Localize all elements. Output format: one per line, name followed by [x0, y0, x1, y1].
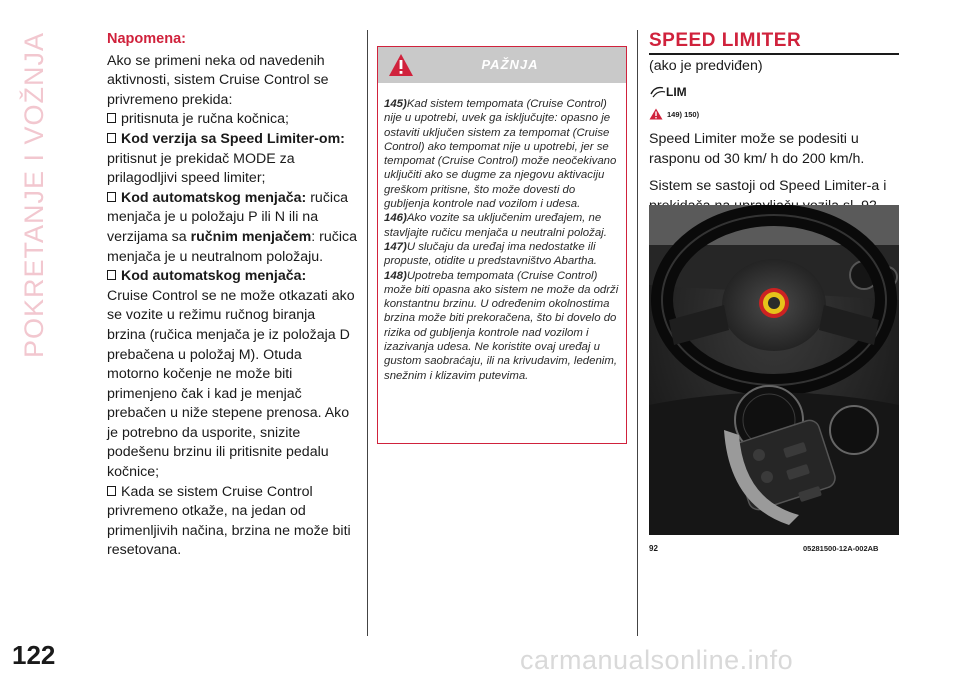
- warning-references: [649, 108, 899, 120]
- warning-item: [384, 240, 620, 269]
- column-divider: [367, 30, 368, 636]
- watermark: carmanualsonline.info: [520, 645, 794, 675]
- note-heading: Napomena:: [107, 31, 186, 47]
- reference-numbers: 149) 150): [667, 109, 700, 119]
- checkbox-bullet-icon: [107, 133, 116, 143]
- warning-body: [378, 83, 626, 383]
- warning-item: [384, 269, 620, 383]
- note-item-1-text: pritisnuta je ručna kočnica;: [121, 111, 289, 128]
- speed-limiter-section: [649, 30, 899, 224]
- steering-wheel-photo: [649, 205, 899, 535]
- page-number: 122: [12, 640, 56, 670]
- warning-item-number: 147): [384, 240, 407, 253]
- note-intro: Ako se primeni neka od navedenih aktivnosti, sistem Cruise Control se privremeno prekida:: [107, 52, 329, 108]
- warning-item: [384, 211, 620, 240]
- section-title: SPEED LIMITER: [649, 30, 802, 51]
- body-paragraph: Sistem se sastoji od Speed Limiter-a i: [649, 178, 887, 195]
- warning-item-text: Ako vozite sa uključenim uređajem, ne stavljajte ručicu menjača u neutralni položaj.: [384, 212, 607, 239]
- figure-number: 92: [649, 544, 658, 553]
- warning-box: [377, 46, 627, 444]
- checkbox-bullet-icon: [107, 192, 116, 202]
- section-body: [649, 130, 899, 216]
- note-item-3: [107, 189, 357, 267]
- note-item-2-bold: Kod verzija sa Speed Limiter-om:: [121, 130, 345, 147]
- note-item-5: [107, 483, 357, 561]
- note-item-4: [107, 267, 357, 287]
- note-item-5-text: Kada se sistem Cruise Control privremeno otkaže, na jedan od primenljivih načina, brzina ne može biti resetovana.: [107, 483, 351, 559]
- title-rule: [649, 53, 899, 55]
- checkbox-bullet-icon: [107, 270, 116, 280]
- warning-item-number: 146): [384, 212, 407, 225]
- warning-header: [378, 47, 626, 83]
- chapter-side-title-text: POKRETANJE I VOŽNJA: [18, 32, 49, 359]
- warning-item-text: Upotreba tempomata (Cruise Control) može biti opasna ako sistem ne može da održi konstantnu brzinu. U određenim okolnostima brzina može biti prekoračena, što bi dovelo do rizika od gubljenja kontrole nad vozilom i izazivanja udesa. Ne koristite ovaj uređaj u gustom saobraćaju, ili na krivudavim, ledenim, snežnim i klizavim putevima.: [384, 269, 619, 382]
- column-divider: [637, 30, 638, 636]
- speed-limiter-icon: [649, 82, 899, 100]
- note-item-3-text-b: : ručica menjača je u neutralnom položaju.: [107, 228, 357, 265]
- chapter-side-title: [14, 32, 54, 359]
- note-column: [107, 30, 357, 561]
- svg-text:LIM: LIM: [666, 85, 687, 99]
- warning-item-number: 145): [384, 98, 407, 110]
- small-warning-icon: [649, 108, 663, 120]
- warning-item-text: Kad sistem tempomata (Cruise Control) nije u upotrebi, uvek ga isključujte: opasno je ostaviti uključen sistem za tempomat (Cruise Control) ako tempomat nije u upotrebi, jer se tempomat (Cruise Control) može neočekivano uključiti ako se dugme za njegovu aktivaciju greškom pritisne, što može dovesti do gubljenja kontrole nad vozilom i udesa.: [384, 98, 617, 211]
- note-item-3-text-a: ručica menjača je u položaju P ili N ili na verzijama sa: [107, 189, 349, 245]
- note-item-3-bold-b: ručnim menjačem: [190, 228, 312, 245]
- warning-item: [384, 97, 620, 211]
- checkbox-bullet-icon: [107, 486, 116, 496]
- note-item-2-text: pritisnut je prekidač MODE za prilagodljivi speed limiter;: [107, 150, 295, 187]
- note-item-4-bold: Kod automatskog menjača:: [121, 268, 307, 285]
- body-paragraph: Speed Limiter može se podesiti u rasponu od 30 km/ h do 200 km/h.: [649, 131, 865, 167]
- warning-title: PAŽNJA: [481, 57, 539, 72]
- note-item-3-bold: Kod automatskog menjača:: [121, 189, 307, 206]
- warning-item-text: U slučaju da uređaj ima nedostatke ili propuste, otidite u predstavništvo Abartha.: [384, 240, 597, 268]
- note-item-1: [107, 110, 357, 130]
- warning-item-number: 148): [384, 269, 407, 282]
- note-item-4-text: Cruise Control se ne može otkazati ako se vozite u režimu ručnog biranja brzina (ručica menjača je iz položaja D prebačena u položaj M). Otuda motorno kočenje ne može biti primenjeno čak i kad je menjač prebačen u niže stepene prenosa. Ako je potrebno da usporite, snizite podešenu brzinu ili pritisnite pedalu kočnice;: [107, 287, 355, 481]
- checkbox-bullet-icon: [107, 113, 116, 123]
- figure-reference: 05281500-12A-002AB: [803, 544, 879, 553]
- section-subtitle: (ako je predviđen): [649, 58, 763, 74]
- note-item-2: [107, 130, 357, 150]
